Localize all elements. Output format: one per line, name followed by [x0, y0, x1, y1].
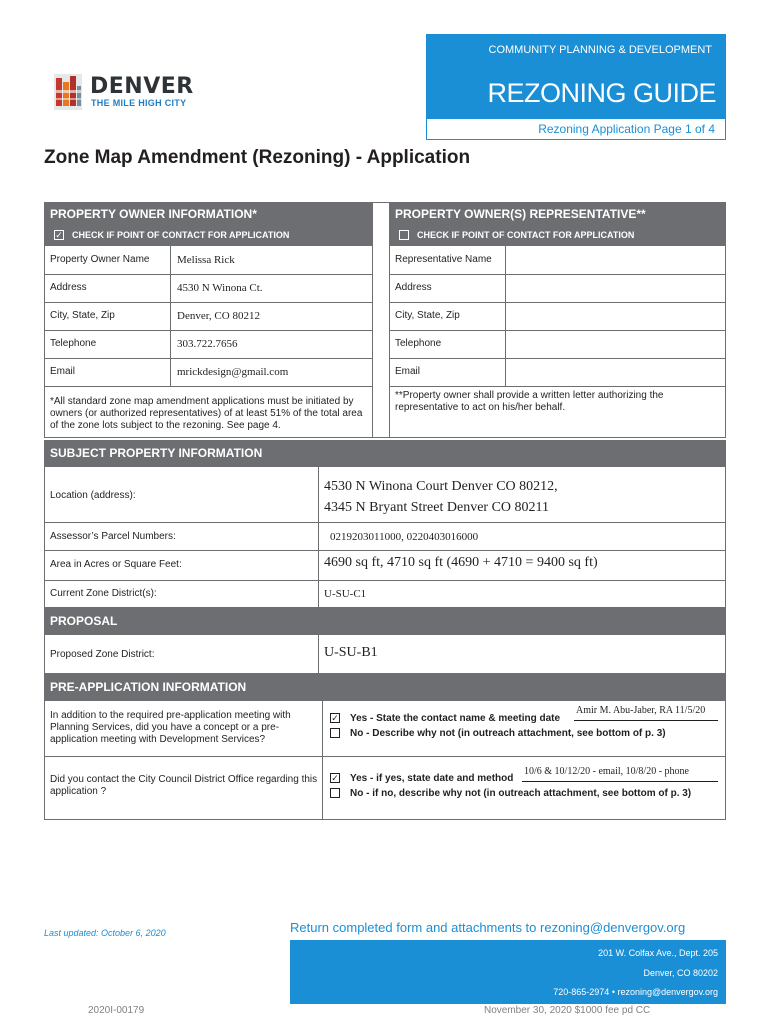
- q1-yes-underline: [574, 720, 718, 721]
- rep-city-field[interactable]: [512, 310, 722, 326]
- fee-stamp: November 30, 2020 $1000 fee pd CC: [484, 1005, 651, 1016]
- denver-logo-mark-icon: [52, 72, 84, 112]
- rep-email-label: Email: [395, 366, 421, 377]
- header-banner: [426, 34, 726, 118]
- return-instructions: Return completed form and attachments to rezoning@denvergov.org: [290, 920, 686, 935]
- rep-row-line: [389, 358, 726, 359]
- owner-label-divider: [170, 246, 171, 386]
- rep-address-label: Address: [395, 282, 432, 293]
- owner-contact-checkbox[interactable]: ✓: [55, 230, 63, 240]
- page-indicator-box: [426, 118, 726, 140]
- owner-telephone-field[interactable]: 303.722.7656: [177, 338, 238, 350]
- rep-row-line: [389, 386, 726, 387]
- q2-yes-label: Yes - if yes, state date and method: [350, 773, 514, 784]
- subject-row-line: [44, 522, 726, 523]
- owner-email-field[interactable]: mrickdesign@gmail.com: [177, 366, 289, 378]
- contact-address-line2: Denver, CO 80202: [643, 968, 718, 978]
- q1-yes-label: Yes - State the contact name & meeting date: [350, 713, 561, 724]
- q1-no-label: No - Describe why not (in outreach attachment, see bottom of p. 3): [350, 728, 666, 739]
- owner-heading: PROPERTY OWNER INFORMATION*: [50, 207, 257, 221]
- q1-yes-field[interactable]: Amir M. Abu-Jaber, RA 11/5/20: [576, 705, 706, 716]
- rep-email-field[interactable]: [512, 366, 722, 382]
- owner-name-label: Property Owner Name: [50, 254, 150, 265]
- file-stamp: 2020I-00179: [88, 1005, 145, 1016]
- preapp-section-header: [44, 674, 726, 700]
- logo-wordmark: DENVER: [90, 74, 194, 99]
- owner-contact-label: CHECK IF POINT OF CONTACT FOR APPLICATION: [72, 230, 290, 240]
- subject-row-line: [44, 550, 726, 551]
- proposal-section-header: [44, 608, 726, 634]
- rep-column-divider: [389, 202, 390, 438]
- owner-telephone-label: Telephone: [50, 338, 97, 349]
- contact-banner: [290, 940, 726, 1004]
- logo-tagline: THE MILE HIGH CITY: [91, 98, 187, 108]
- contact-phone-email: 720-865-2974 • rezoning@denvergov.org: [553, 987, 718, 997]
- department-name: COMMUNITY PLANNING & DEVELOPMENT: [488, 44, 712, 56]
- rep-footnote: **Property owner shall provide a written letter authorizing the representative to act on his/her behalf.: [395, 390, 664, 413]
- owner-city-label: City, State, Zip: [50, 310, 115, 321]
- proposed-zone-label: Proposed Zone District:: [50, 649, 155, 660]
- current-zone-label: Current Zone District(s):: [50, 588, 157, 599]
- page-title: Zone Map Amendment (Rezoning) - Application: [44, 147, 471, 168]
- rep-label-divider: [505, 246, 506, 386]
- rep-telephone-label: Telephone: [395, 338, 442, 349]
- current-zone-field[interactable]: U-SU-C1: [324, 588, 367, 600]
- location-label: Location (address):: [50, 490, 136, 501]
- rep-name-field[interactable]: [512, 254, 722, 270]
- preapp-question-1: In addition to the required pre-application meeting with Planning Services, did you have a concept or a pre-application meeting with Development Services?: [50, 710, 291, 745]
- owner-row-line: [44, 386, 372, 387]
- parcel-label: Assessor’s Parcel Numbers:: [50, 531, 176, 542]
- owner-row-line: [44, 330, 372, 331]
- q1-yes-checkbox[interactable]: ✓: [331, 713, 339, 723]
- preapp-row-line: [44, 756, 726, 757]
- subject-label-divider: [318, 466, 319, 608]
- rep-telephone-field[interactable]: [512, 338, 722, 354]
- preapp-label-divider: [322, 700, 323, 820]
- rep-row-line: [389, 302, 726, 303]
- q2-yes-underline: [522, 781, 718, 782]
- page-indicator: Rezoning Application Page 1 of 4: [538, 122, 715, 136]
- rep-city-label: City, State, Zip: [395, 310, 460, 321]
- last-updated: Last updated: October 6, 2020: [44, 928, 166, 938]
- subject-heading: SUBJECT PROPERTY INFORMATION: [50, 446, 263, 460]
- q2-no-label: No - if no, describe why not (in outreach attachment, see bottom of p. 3): [350, 788, 692, 799]
- area-field[interactable]: 4690 sq ft, 4710 sq ft (4690 + 4710 = 9400 sq ft): [324, 555, 598, 570]
- preapp-heading: PRE-APPLICATION INFORMATION: [50, 680, 247, 694]
- owner-address-field[interactable]: 4530 N Winona Ct.: [177, 282, 263, 294]
- q2-yes-checkbox[interactable]: ✓: [331, 773, 339, 783]
- owner-address-label: Address: [50, 282, 87, 293]
- rep-heading: PROPERTY OWNER(S) REPRESENTATIVE**: [395, 207, 646, 221]
- subject-row-line: [44, 580, 726, 581]
- rep-address-field[interactable]: [512, 282, 722, 298]
- proposal-label-divider: [318, 634, 319, 674]
- owner-footnote: *All standard zone map amendment applications must be initiated by owners (or authorized representatives) of at least 51% of the total area of the zone lots subject to the rezoning. See page 4.: [50, 396, 363, 431]
- denver-logo: [52, 72, 202, 112]
- rep-row-line: [389, 330, 726, 331]
- q2-no-checkbox[interactable]: [330, 788, 340, 798]
- area-label: Area in Acres or Square Feet:: [50, 559, 182, 570]
- owner-row-line: [44, 302, 372, 303]
- proposed-zone-field[interactable]: U-SU-B1: [324, 645, 378, 660]
- parcel-field[interactable]: 0219203011000, 0220403016000: [330, 531, 479, 543]
- contact-address-line1: 201 W. Colfax Ave., Dept. 205: [598, 948, 718, 958]
- owner-section-header: [44, 202, 372, 246]
- rep-section-header: [389, 202, 726, 246]
- location-field-line2[interactable]: 4345 N Bryant Street Denver CO 80211: [324, 500, 549, 515]
- location-field-line1[interactable]: 4530 N Winona Court Denver CO 80212,: [324, 479, 558, 494]
- proposal-heading: PROPOSAL: [50, 614, 118, 628]
- owner-row-line: [44, 274, 372, 275]
- q1-no-checkbox[interactable]: [330, 728, 340, 738]
- preapp-question-2: Did you contact the City Council District Office regarding this application ?: [50, 774, 318, 797]
- rep-contact-label: CHECK IF POINT OF CONTACT FOR APPLICATION: [417, 230, 635, 240]
- owner-city-field[interactable]: Denver, CO 80212: [177, 310, 260, 322]
- owner-row-line: [44, 358, 372, 359]
- rep-name-label: Representative Name: [395, 254, 492, 265]
- subject-section-header: [44, 440, 726, 466]
- q2-yes-field[interactable]: 10/6 & 10/12/20 - email, 10/8/20 - phone: [524, 766, 689, 777]
- owner-email-label: Email: [50, 366, 76, 377]
- guide-title: REZONING GUIDE: [487, 78, 716, 108]
- owner-column-divider: [372, 202, 373, 438]
- rep-row-line: [389, 274, 726, 275]
- rep-contact-checkbox[interactable]: [399, 230, 409, 240]
- owner-name-field[interactable]: Melissa Rick: [177, 254, 235, 266]
